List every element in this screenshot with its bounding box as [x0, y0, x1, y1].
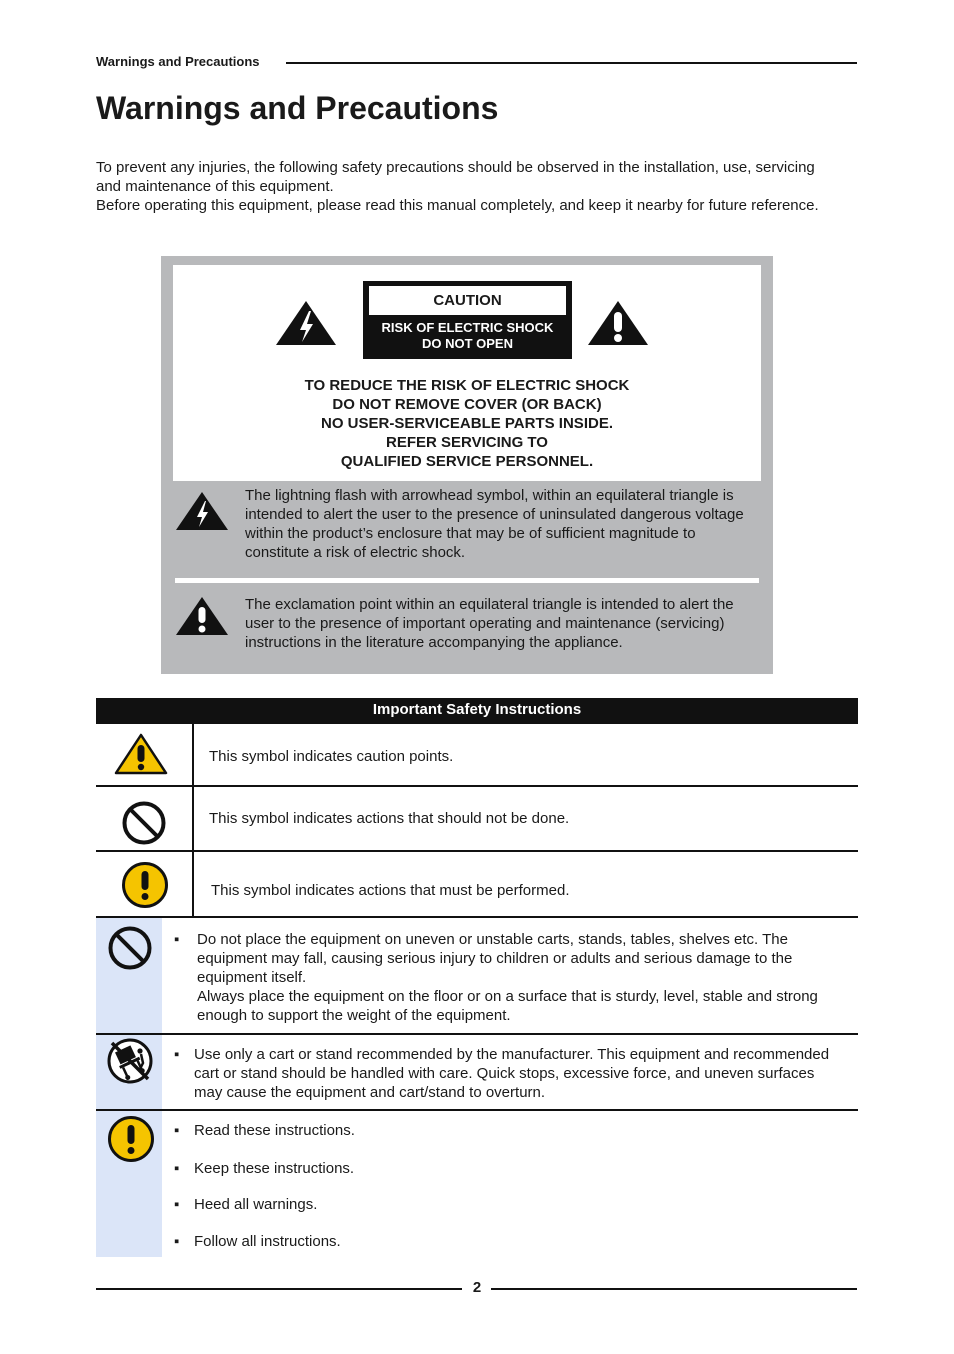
- bullet: ▪: [174, 1046, 180, 1063]
- page-number: 2: [472, 1279, 482, 1296]
- table-row-divider: [96, 785, 858, 787]
- instruction-text: Use only a cart or stand recommended by the manufacturer. This equipment and recommended cart or stand should be handled with care. Quick stops, excessive force, and uneven surfaces may cause the equipment and cart/stand to overturn.: [194, 1046, 830, 1101]
- instruction-text: Read these instructions.: [194, 1122, 355, 1139]
- mandatory-action-icon: [107, 1115, 155, 1163]
- prohibition-icon: [107, 925, 153, 971]
- instruction-text: Follow all instructions.: [194, 1233, 341, 1250]
- instruction-text: Keep these instructions.: [194, 1160, 355, 1177]
- caution-statement: [173, 376, 761, 471]
- footer-rule: [96, 1288, 462, 1290]
- intro-text: [96, 158, 826, 215]
- instruction-item: [174, 1159, 354, 1178]
- header-rule: [286, 62, 857, 64]
- instruction-item: [174, 1121, 355, 1140]
- caution-label-title: CAUTION: [369, 286, 566, 315]
- intro-paragraph: To prevent any injuries, the following safety precautions should be observed in the installation, use, servicing and maintenance of this equipment.: [96, 159, 815, 195]
- running-header: Warnings and Precautions: [96, 54, 260, 69]
- lightning-symbol-description: The lightning flash with arrowhead symbol, within an equilateral triangle is intended to alert the user to the presence of uninsulated dangerous voltage within the product’s enclosure that may be of sufficient magnitude to constitute a risk of electric shock.: [245, 487, 744, 561]
- caution-statement-line: NO USER-SERVICEABLE PARTS INSIDE.: [321, 415, 613, 432]
- instruction-text: Heed all warnings.: [194, 1196, 318, 1213]
- bullet: ▪: [174, 1196, 180, 1213]
- instruction-item: [174, 1195, 317, 1214]
- panel-divider: [175, 578, 759, 583]
- instruction-divider: [96, 1033, 858, 1035]
- symbol-description: This symbol indicates actions that must be performed.: [211, 882, 570, 899]
- caution-label-line: DO NOT OPEN: [421, 336, 513, 351]
- symbol-description: This symbol indicates actions that should not be done.: [209, 810, 570, 827]
- exclamation-symbol-description: The exclamation point within an equilateral triangle is intended to alert the user to the presence of important operating and maintenance (servicing) instructions in the literature accompanying the appliance.: [245, 596, 734, 651]
- table-row-divider: [96, 916, 858, 918]
- safety-instructions-header: Important Safety Instructions: [96, 698, 858, 724]
- instruction-divider: [96, 1109, 858, 1111]
- instruction-item: [174, 930, 834, 1025]
- caution-label-subtitle: [363, 320, 572, 352]
- bullet: ▪: [174, 1160, 180, 1177]
- table-row-divider: [96, 850, 858, 852]
- page-title: Warnings and Precautions: [96, 90, 499, 126]
- caution-triangle-icon: [114, 733, 168, 775]
- caution-statement-line: DO NOT REMOVE COVER (OR BACK): [332, 396, 602, 413]
- bullet: ▪: [174, 1233, 180, 1250]
- instruction-text: Do not place the equipment on uneven or unstable carts, stands, tables, shelves etc. The equipment may fall, causing serious injury to children or adults and serious damage to the equipment itself.: [197, 931, 793, 986]
- caution-statement-line: TO REDUCE THE RISK OF ELECTRIC SHOCK: [304, 377, 630, 394]
- mandatory-action-icon: [121, 861, 169, 909]
- prohibition-icon: [121, 800, 167, 846]
- cart-tipover-icon: [106, 1037, 154, 1085]
- symbol-description: This symbol indicates caution points.: [209, 748, 454, 765]
- caution-statement-line: REFER SERVICING TO: [386, 434, 548, 451]
- intro-paragraph: Before operating this equipment, please read this manual completely, and keep it nearby for future reference.: [96, 197, 819, 214]
- table-column-divider: [192, 724, 194, 918]
- instruction-item: [174, 1045, 844, 1102]
- exclamation-warning-icon: [587, 300, 649, 346]
- footer-rule: [491, 1288, 857, 1290]
- caution-label-line: RISK OF ELECTRIC SHOCK: [381, 320, 554, 335]
- bullet: ▪: [174, 1122, 180, 1139]
- instruction-text: Always place the equipment on the floor or on a surface that is sturdy, level, stable and strong enough to support the weight of the equipment.: [197, 988, 818, 1024]
- lightning-warning-icon: [275, 300, 337, 346]
- exclamation-warning-icon: [175, 596, 229, 636]
- instruction-item: [174, 1232, 341, 1251]
- caution-statement-line: QUALIFIED SERVICE PERSONNEL.: [340, 453, 594, 470]
- lightning-warning-icon: [175, 491, 229, 531]
- bullet: ▪: [174, 931, 180, 948]
